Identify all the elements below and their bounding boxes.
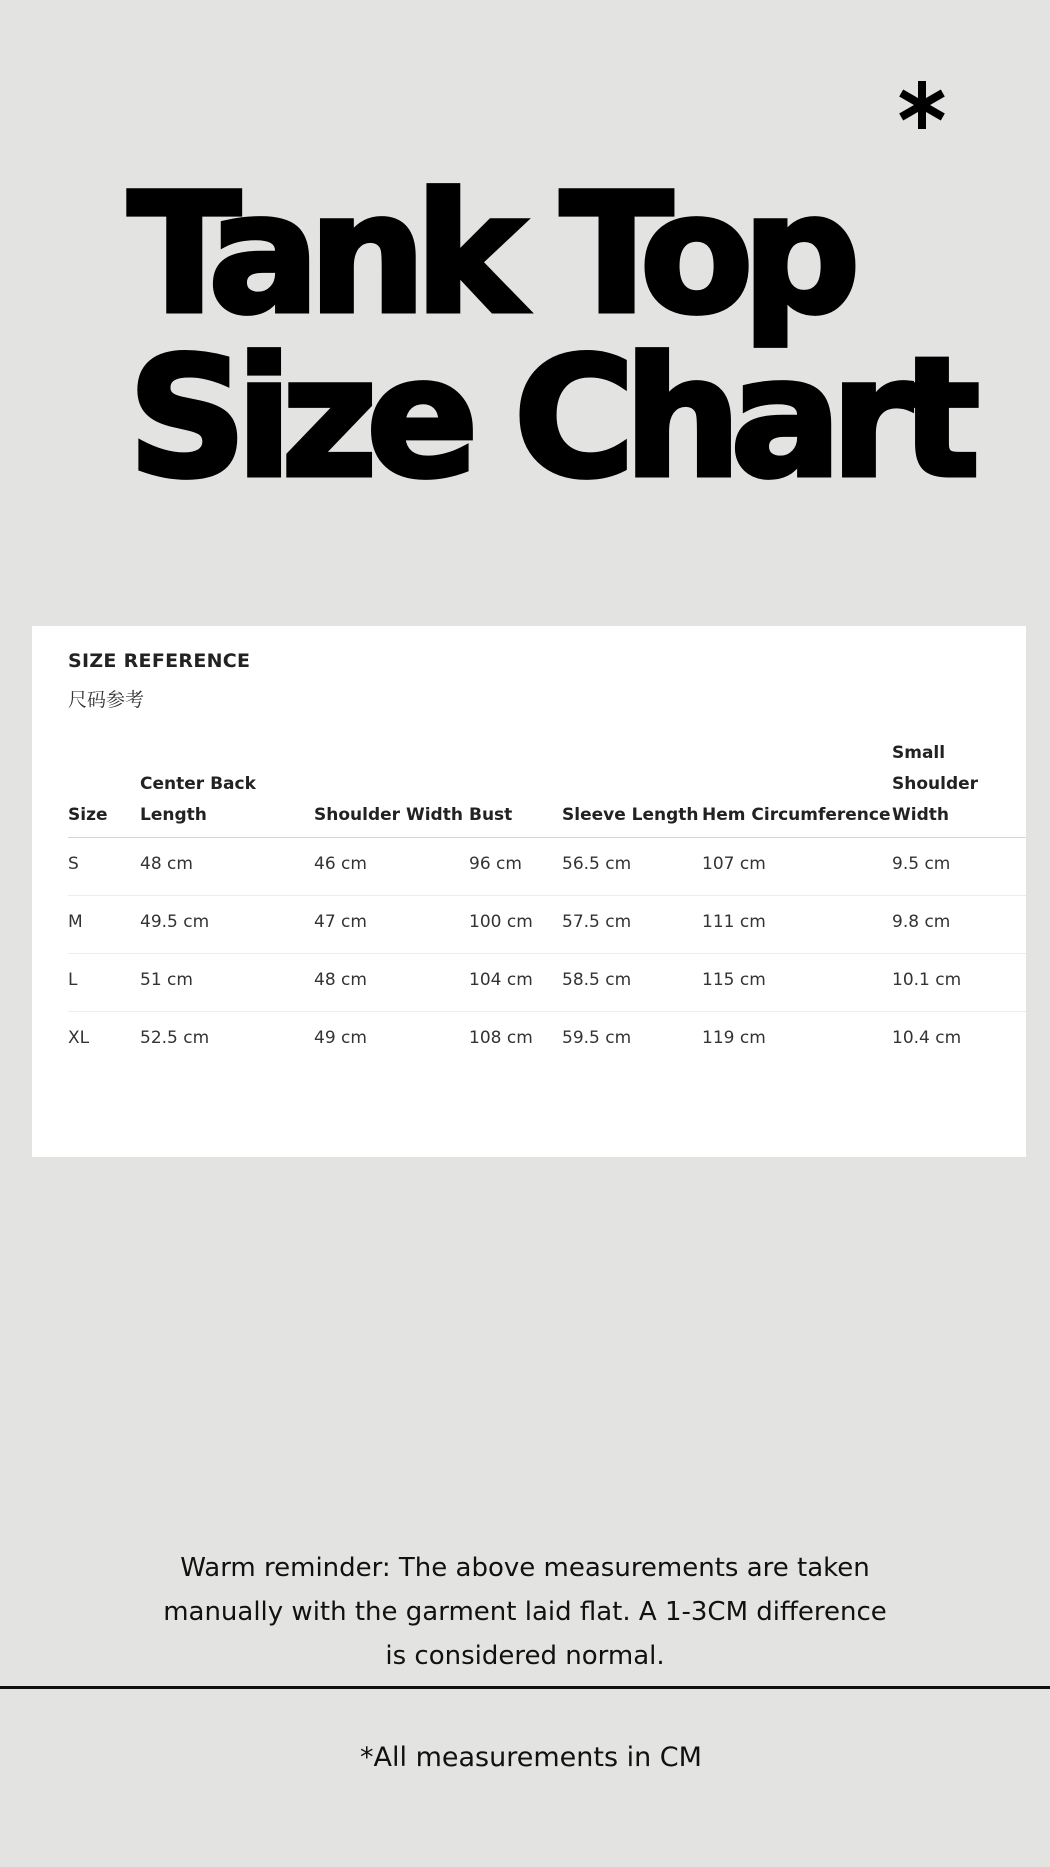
table-cell: 48 cm [140, 838, 314, 896]
column-header-hem-circumference: Hem Circumference [702, 738, 892, 838]
column-header-shoulder-width: Shoulder Width [314, 738, 469, 838]
size-table [68, 738, 1026, 1069]
table-header-row [68, 738, 1026, 838]
table-cell: 58.5 cm [562, 954, 702, 1012]
asterisk-icon [895, 78, 949, 132]
table-cell: 57.5 cm [562, 896, 702, 954]
table-cell: 9.5 cm [892, 838, 1026, 896]
table-cell: 100 cm [469, 896, 562, 954]
table-cell: 119 cm [702, 1028, 766, 1048]
table-cell: XL [68, 1028, 90, 1048]
table-cell: 10.4 cm [892, 1028, 962, 1048]
table-cell: 108 cm [469, 1028, 533, 1048]
table-row [68, 838, 1026, 896]
page-title [128, 158, 969, 514]
table-cell: 111 cm [702, 896, 892, 954]
table-cell: 47 cm [314, 896, 469, 954]
table-row [68, 1012, 1026, 1070]
title-line-2: Size Chart [128, 322, 969, 514]
table-row [68, 896, 1026, 954]
column-header-sleeve-length: Sleeve Length [562, 738, 702, 838]
table-cell: 10.1 cm [892, 954, 1026, 1012]
size-reference-heading: SIZE REFERENCE [68, 650, 251, 672]
table-cell: S [68, 838, 140, 896]
table-cell: 46 cm [314, 838, 469, 896]
table-cell: 107 cm [702, 838, 892, 896]
size-reference-subheading: 尺码参考 [68, 689, 145, 711]
column-header-bust: Bust [469, 738, 562, 838]
column-header-small-shoulder-width: Small Shoulder Width [892, 738, 1026, 838]
table-cell: L [68, 954, 140, 1012]
table-cell: 48 cm [314, 954, 469, 1012]
table-row [68, 954, 1026, 1012]
table-cell: 52.5 cm [140, 1028, 210, 1048]
title-line-1: Tank Top [128, 158, 850, 350]
column-header-center-back-length: Center Back Length [140, 738, 314, 838]
table-cell: 56.5 cm [562, 838, 702, 896]
measurements-footnote: *All measurements in CM [360, 1742, 702, 1773]
warm-reminder-text: Warm reminder: The above measurements are taken manually with the garment laid flat. A 1-3CM difference is considered normal. [163, 1553, 887, 1671]
table-cell: 59.5 cm [562, 1028, 632, 1048]
size-reference-card [32, 626, 1026, 1157]
table-cell: 9.8 cm [892, 896, 1026, 954]
table-cell: 115 cm [702, 954, 892, 1012]
table-cell: 96 cm [469, 838, 562, 896]
table-cell: 49.5 cm [140, 896, 314, 954]
table-cell: 51 cm [140, 954, 314, 1012]
table-cell: M [68, 896, 140, 954]
column-header-size: Size [68, 738, 140, 838]
table-cell: 104 cm [469, 954, 562, 1012]
divider [0, 1686, 1050, 1689]
table-cell: 49 cm [314, 1028, 367, 1048]
